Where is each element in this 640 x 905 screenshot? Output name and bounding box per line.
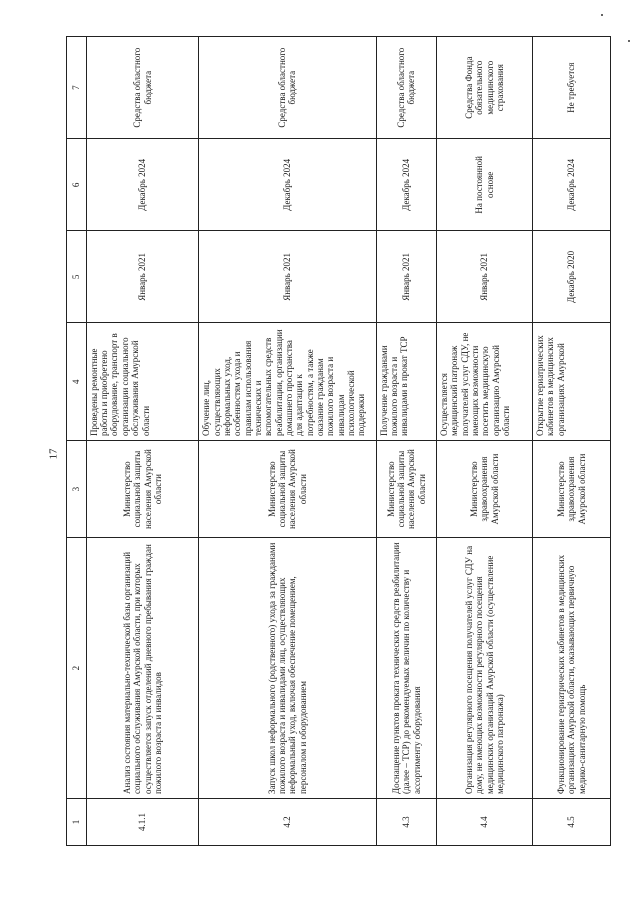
table-row bbox=[532, 37, 610, 846]
result-cell: Проведены ремонтные работы и приобретено оборудование, транспорт в организации социального обслуживания Амурской области bbox=[86, 323, 198, 441]
responsible-cell: Министерство социальной защиты населения Амурской области bbox=[199, 441, 377, 538]
column-number: 3 bbox=[67, 441, 87, 538]
measures-table bbox=[66, 36, 611, 846]
end-date-cell: Декабрь 2024 bbox=[376, 139, 436, 231]
end-date-cell: Декабрь 2024 bbox=[532, 139, 610, 231]
rotated-table-container bbox=[66, 36, 611, 846]
row-number: 4.1.1 bbox=[86, 798, 198, 845]
funding-cell: Не требуется bbox=[532, 37, 610, 139]
column-number: 1 bbox=[67, 798, 87, 845]
funding-cell: Средства областного бюджета bbox=[86, 37, 198, 139]
scan-speck bbox=[628, 40, 630, 42]
funding-cell: Средства областного бюджета bbox=[376, 37, 436, 139]
end-date-cell: На постоянной основе bbox=[437, 139, 533, 231]
start-date-cell: Январь 2021 bbox=[199, 231, 377, 323]
result-cell: Осуществляется медицинский патронаж получателей услуг СДУ, не имеющих возможности посетить медицинскую организацию Амурской области bbox=[437, 323, 533, 441]
responsible-cell: Министерство социальной защиты населения Амурской области bbox=[376, 441, 436, 538]
action-cell: Запуск школ неформального (родственного) ухода за гражданами пожилого возраста и инвалидами лиц, осуществляющих неформальный уход, включая обеспечение помещением, персоналом и оборудованием bbox=[199, 538, 377, 799]
row-number: 4.5 bbox=[532, 798, 610, 845]
end-date-cell: Декабрь 2024 bbox=[199, 139, 377, 231]
start-date-cell: Январь 2021 bbox=[437, 231, 533, 323]
table-row bbox=[199, 37, 377, 846]
responsible-cell: Министерство здравоохранения Амурской области bbox=[437, 441, 533, 538]
result-cell: Получение гражданами пожилого возраста и инвалидами в прокат ТСР bbox=[376, 323, 436, 441]
column-number: 5 bbox=[67, 231, 87, 323]
action-cell: Организация регулярного посещения получателей услуг СДУ на дому, не имеющих возможности регулярного посещения медицинских организаций Амурской области (осуществление медицинского патронажа) bbox=[437, 538, 533, 799]
table-row bbox=[376, 37, 436, 846]
funding-cell: Средства Фонда обязательного медицинского страхования bbox=[437, 37, 533, 139]
result-cell: Открытие гериатрических кабинетов в медицинских организациях Амурской bbox=[532, 323, 610, 441]
funding-cell: Средства областного бюджета bbox=[199, 37, 377, 139]
page-number: 17 bbox=[47, 448, 60, 460]
result-cell: Обучение лиц, осуществляющих неформальных уход, особенностям ухода и правилам использования технических и вспомогательных средств реабилитации, организации домашнего пространства для адаптации к потребностям, а также оказание гражданам пожилого возраста и инвалидам психологической поддержки bbox=[199, 323, 377, 441]
column-number: 2 bbox=[67, 538, 87, 799]
column-number: 6 bbox=[67, 139, 87, 231]
column-number: 4 bbox=[67, 323, 87, 441]
scan-speck bbox=[601, 14, 603, 16]
action-cell: Анализ состояния материально-технической базы организаций социального обслуживания Амурской области, при которых осуществляется запуск отделений дневного пребывания граждан пожилого возраста и инвалидов bbox=[86, 538, 198, 799]
table-row bbox=[437, 37, 533, 846]
table-row bbox=[86, 37, 198, 846]
row-number: 4.4 bbox=[437, 798, 533, 845]
start-date-cell: Январь 2021 bbox=[376, 231, 436, 323]
start-date-cell: Январь 2021 bbox=[86, 231, 198, 323]
start-date-cell: Декабрь 2020 bbox=[532, 231, 610, 323]
action-cell: Функционирование гериатрических кабинетов в медицинских организациях Амурской области, оказывающих первичную медико-санитарную помощь bbox=[532, 538, 610, 799]
row-number: 4.2 bbox=[199, 798, 377, 845]
column-number: 7 bbox=[67, 37, 87, 139]
action-cell: Доснащение пунктов проката технических средств реабилитации (далее – ТСР) до рекомендуемых величин по количеству и ассортименту оборудования bbox=[376, 538, 436, 799]
responsible-cell: Министерство здравоохранения Амурской области bbox=[532, 441, 610, 538]
responsible-cell: Министерство социальной защиты населения Амурской области bbox=[86, 441, 198, 538]
table-header-row bbox=[67, 37, 87, 846]
end-date-cell: Декабрь 2024 bbox=[86, 139, 198, 231]
row-number: 4.3 bbox=[376, 798, 436, 845]
